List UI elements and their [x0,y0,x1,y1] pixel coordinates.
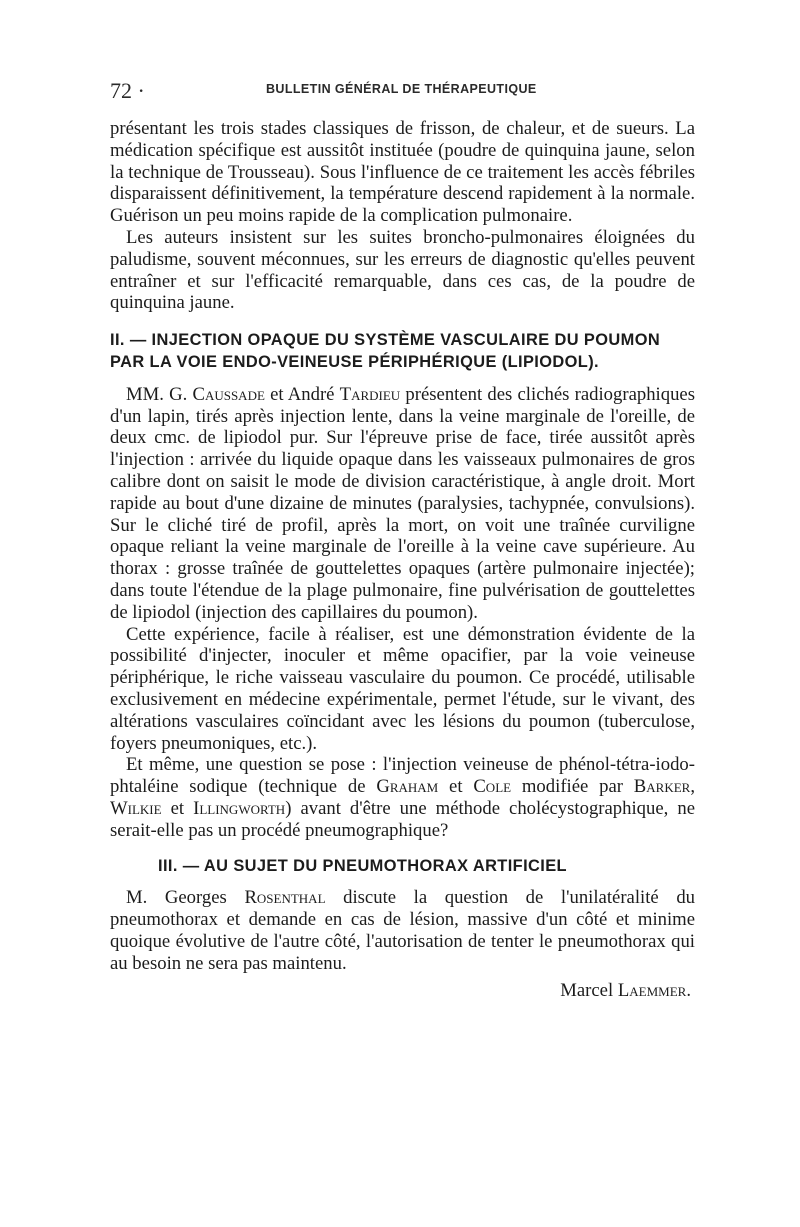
author-name: Graham [376,776,439,798]
paragraph: Et même, une question se pose : l'injection veineuse de phénol-tétra-iodo-phtaléine sodique (technique de Graham et Cole modifiée par Barker, Wilkie et Illingworth) avant d'être une méthode cholécystographique, ne serait-elle pas un procédé pneumographique? [110,754,695,841]
paragraph: M. Georges Rosenthal discute la question de l'unilatéralité du pneumothorax et demande en cas de lésion, massive d'un côté et minime quoique évolutive de l'autre côté, l'autorisation de tenter le pneumothorax qui au besoin ne sera pas maintenu. [110,887,696,974]
paragraph: présentant les trois stades classiques de frisson, de chaleur, et de sueurs. La médication spécifique est aussitôt instituée (poudre de quinquina jaune, selon la technique de Trousseau). Sous l'influence de ce traitement les accès fébriles disparaissent définitivement, la température descend rapidement à la normale. Guérison un peu moins rapide de la complication pulmonaire. [110,118,695,227]
paragraph: MM. G. Caussade et André Tardieu présentent des clichés radiographiques d'un lapin, tirés après injection lente, dans la veine marginale de l'oreille, de deux cmc. de lipiodol pur. Sur l'épreuve prise de face, tirée aussitôt après l'injection : arrivée du liquide opaque dans les vaisseaux pulmonaires de gros calibre dont on saisit le mode de division caractéristique, à angle droit. Mort rapide au bout d'une dizaine de minutes (paralysies, tachypnée, convulsions). Sur le cliché tiré de profil, après la mort, on voit une traînée curviligne opaque reliant la veine marginale de l'oreille à la veine cave supérieure. Au thorax : grosse traînée de gouttelettes opaques (artère pulmonaire injectée); dans toute l'étendue de la plage pulmonaire, fine pulvérisation de gouttelettes de lipiodol (injection des capillaires du poumon). [110,383,695,623]
author-name: Caussade [192,383,265,405]
section-heading: III. — AU SUJET DU PNEUMOTHORAX ARTIFICIEL [158,856,567,875]
paragraph: Les auteurs insistent sur les suites broncho-pulmonaires éloignées du paludisme, souvent méconnues, sur les erreurs de diagnostic qu'elles peuvent entraîner et sur l'efficacité remarquable, dans ces cas, de la poudre de quinquina jaune. [110,226,695,314]
author-name: Barker [633,776,691,798]
page-number: 72 · [110,78,145,103]
section-heading: II. — INJECTION OPAQUE DU SYSTÈME VASCULAIRE DU POUMON PAR LA VOIE ENDO-VEINEUSE PÉRIPHÉRIQUE (LIPIODOL). [110,331,661,371]
paragraph: Cette expérience, facile à réaliser, est une démonstration évidente de la possibilité d'injecter, inoculer et même opacifier, par la voie veineuse périphérique, le riche vaisseau vasculaire du poumon. Ce procédé, utilisable exclusivement en médecine expérimentale, permet l'étude, sur le vivant, des altérations vasculaires coïncidant avec les lésions du poumon (tuberculose, foyers pneumoniques, etc.). [110,623,695,754]
author-name: Cole [473,776,512,798]
author-name: Rosenthal [244,887,326,909]
signature: Marcel Laemmer. [560,980,691,1002]
page-header [110,74,700,104]
running-title: BULLETIN GÉNÉRAL DE THÉRAPEUTIQUE [266,82,537,96]
article-body [110,118,695,1002]
author-name: Illingworth [193,797,286,819]
author-name: Tardieu [339,383,401,405]
author-name: Wilkie [110,797,162,819]
